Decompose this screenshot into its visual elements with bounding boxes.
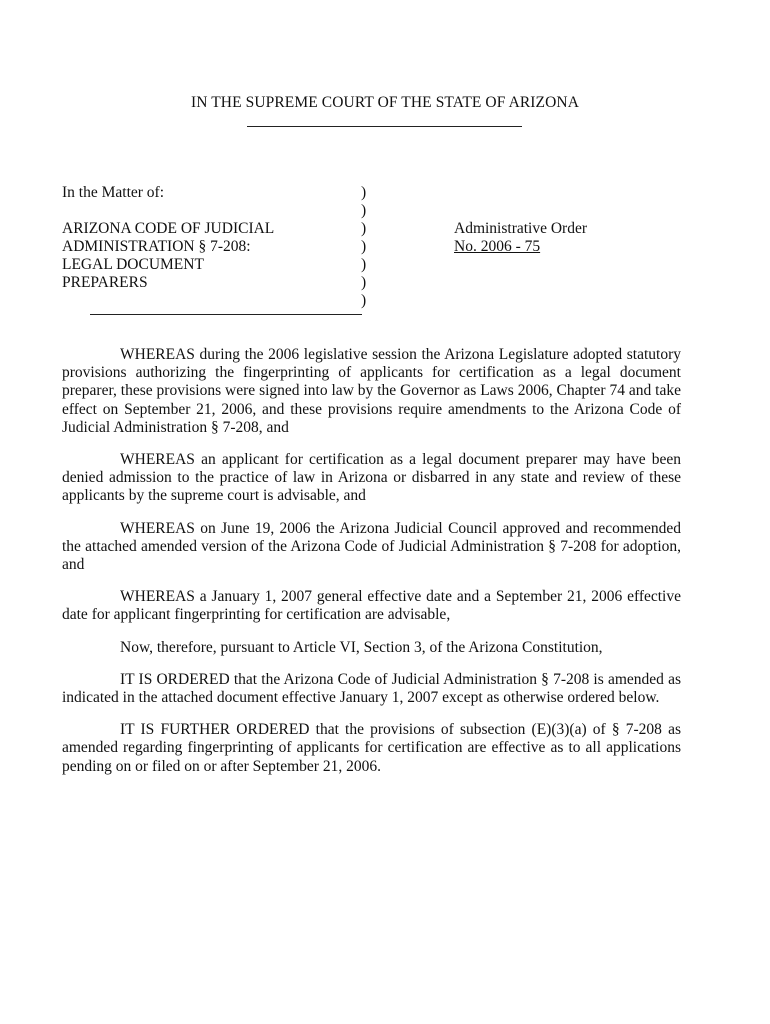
matter-spacer <box>62 202 342 220</box>
matter-line: ADMINISTRATION § 7-208: <box>62 238 251 255</box>
caption-paren: ) <box>361 256 367 273</box>
caption-paren: ) <box>361 274 367 291</box>
whereas-paragraph: WHEREAS an applicant for certification as a legal document preparer may have been denied admission to the practice of law in Arizona or disbarred in any state and review of these applicants by the supreme court is advisable, and <box>62 451 681 505</box>
matter-line: PREPARERS <box>62 274 148 291</box>
title-underline <box>247 126 522 127</box>
matter-label: In the Matter of: <box>62 184 165 201</box>
caption-paren: ) <box>361 238 367 255</box>
order-paragraph: IT IS ORDERED that the Arizona Code of Judicial Administration § 7-208 is amended as indicated in the attached document effective January 1, 2007 except as otherwise ordered below. <box>62 670 681 707</box>
authority-paragraph: Now, therefore, pursuant to Article VI, Section 3, of the Arizona Constitution, <box>120 638 603 656</box>
caption-paren: ) <box>361 220 367 237</box>
order-number: No. 2006 - 75 <box>454 238 541 255</box>
caption-parentheses <box>361 184 371 310</box>
matter-line: LEGAL DOCUMENT <box>62 256 204 273</box>
whereas-paragraph: WHEREAS a January 1, 2007 general effective date and a September 21, 2006 effective date for applicant fingerprinting for certification are advisable, <box>62 588 681 624</box>
order-body <box>62 346 681 790</box>
caption-paren: ) <box>361 184 367 201</box>
matter-line: ARIZONA CODE OF JUDICIAL <box>62 220 275 237</box>
court-title: IN THE SUPREME COURT OF THE STATE OF ARIZONA <box>190 94 580 111</box>
further-order-paragraph: IT IS FURTHER ORDERED that the provisions of subsection (E)(3)(a) of § 7-208 as amended regarding fingerprinting of applicants for certification are effective as to all applications pending on or filed on or after September 21, 2006. <box>62 721 681 775</box>
caption-paren: ) <box>361 202 367 219</box>
whereas-paragraph: WHEREAS during the 2006 legislative session the Arizona Legislature adopted statutory provisions authorizing the fingerprinting of applicants for certification as a legal document preparer, these provisions were signed into law by the Governor as Laws 2006, Chapter 74 and take effect on September 21, 2006, and these provisions require amendments to the Arizona Code of Judicial Administration § 7-208, and <box>62 346 681 436</box>
caption-underline <box>90 314 362 315</box>
matter-block <box>62 184 342 292</box>
order-type: Administrative Order <box>454 220 588 237</box>
caption-paren: ) <box>361 292 367 309</box>
order-designation <box>454 220 654 256</box>
whereas-paragraph: WHEREAS on June 19, 2006 the Arizona Judicial Council approved and recommended the attached amended version of the Arizona Code of Judicial Administration § 7-208 for adoption, and <box>62 519 681 574</box>
